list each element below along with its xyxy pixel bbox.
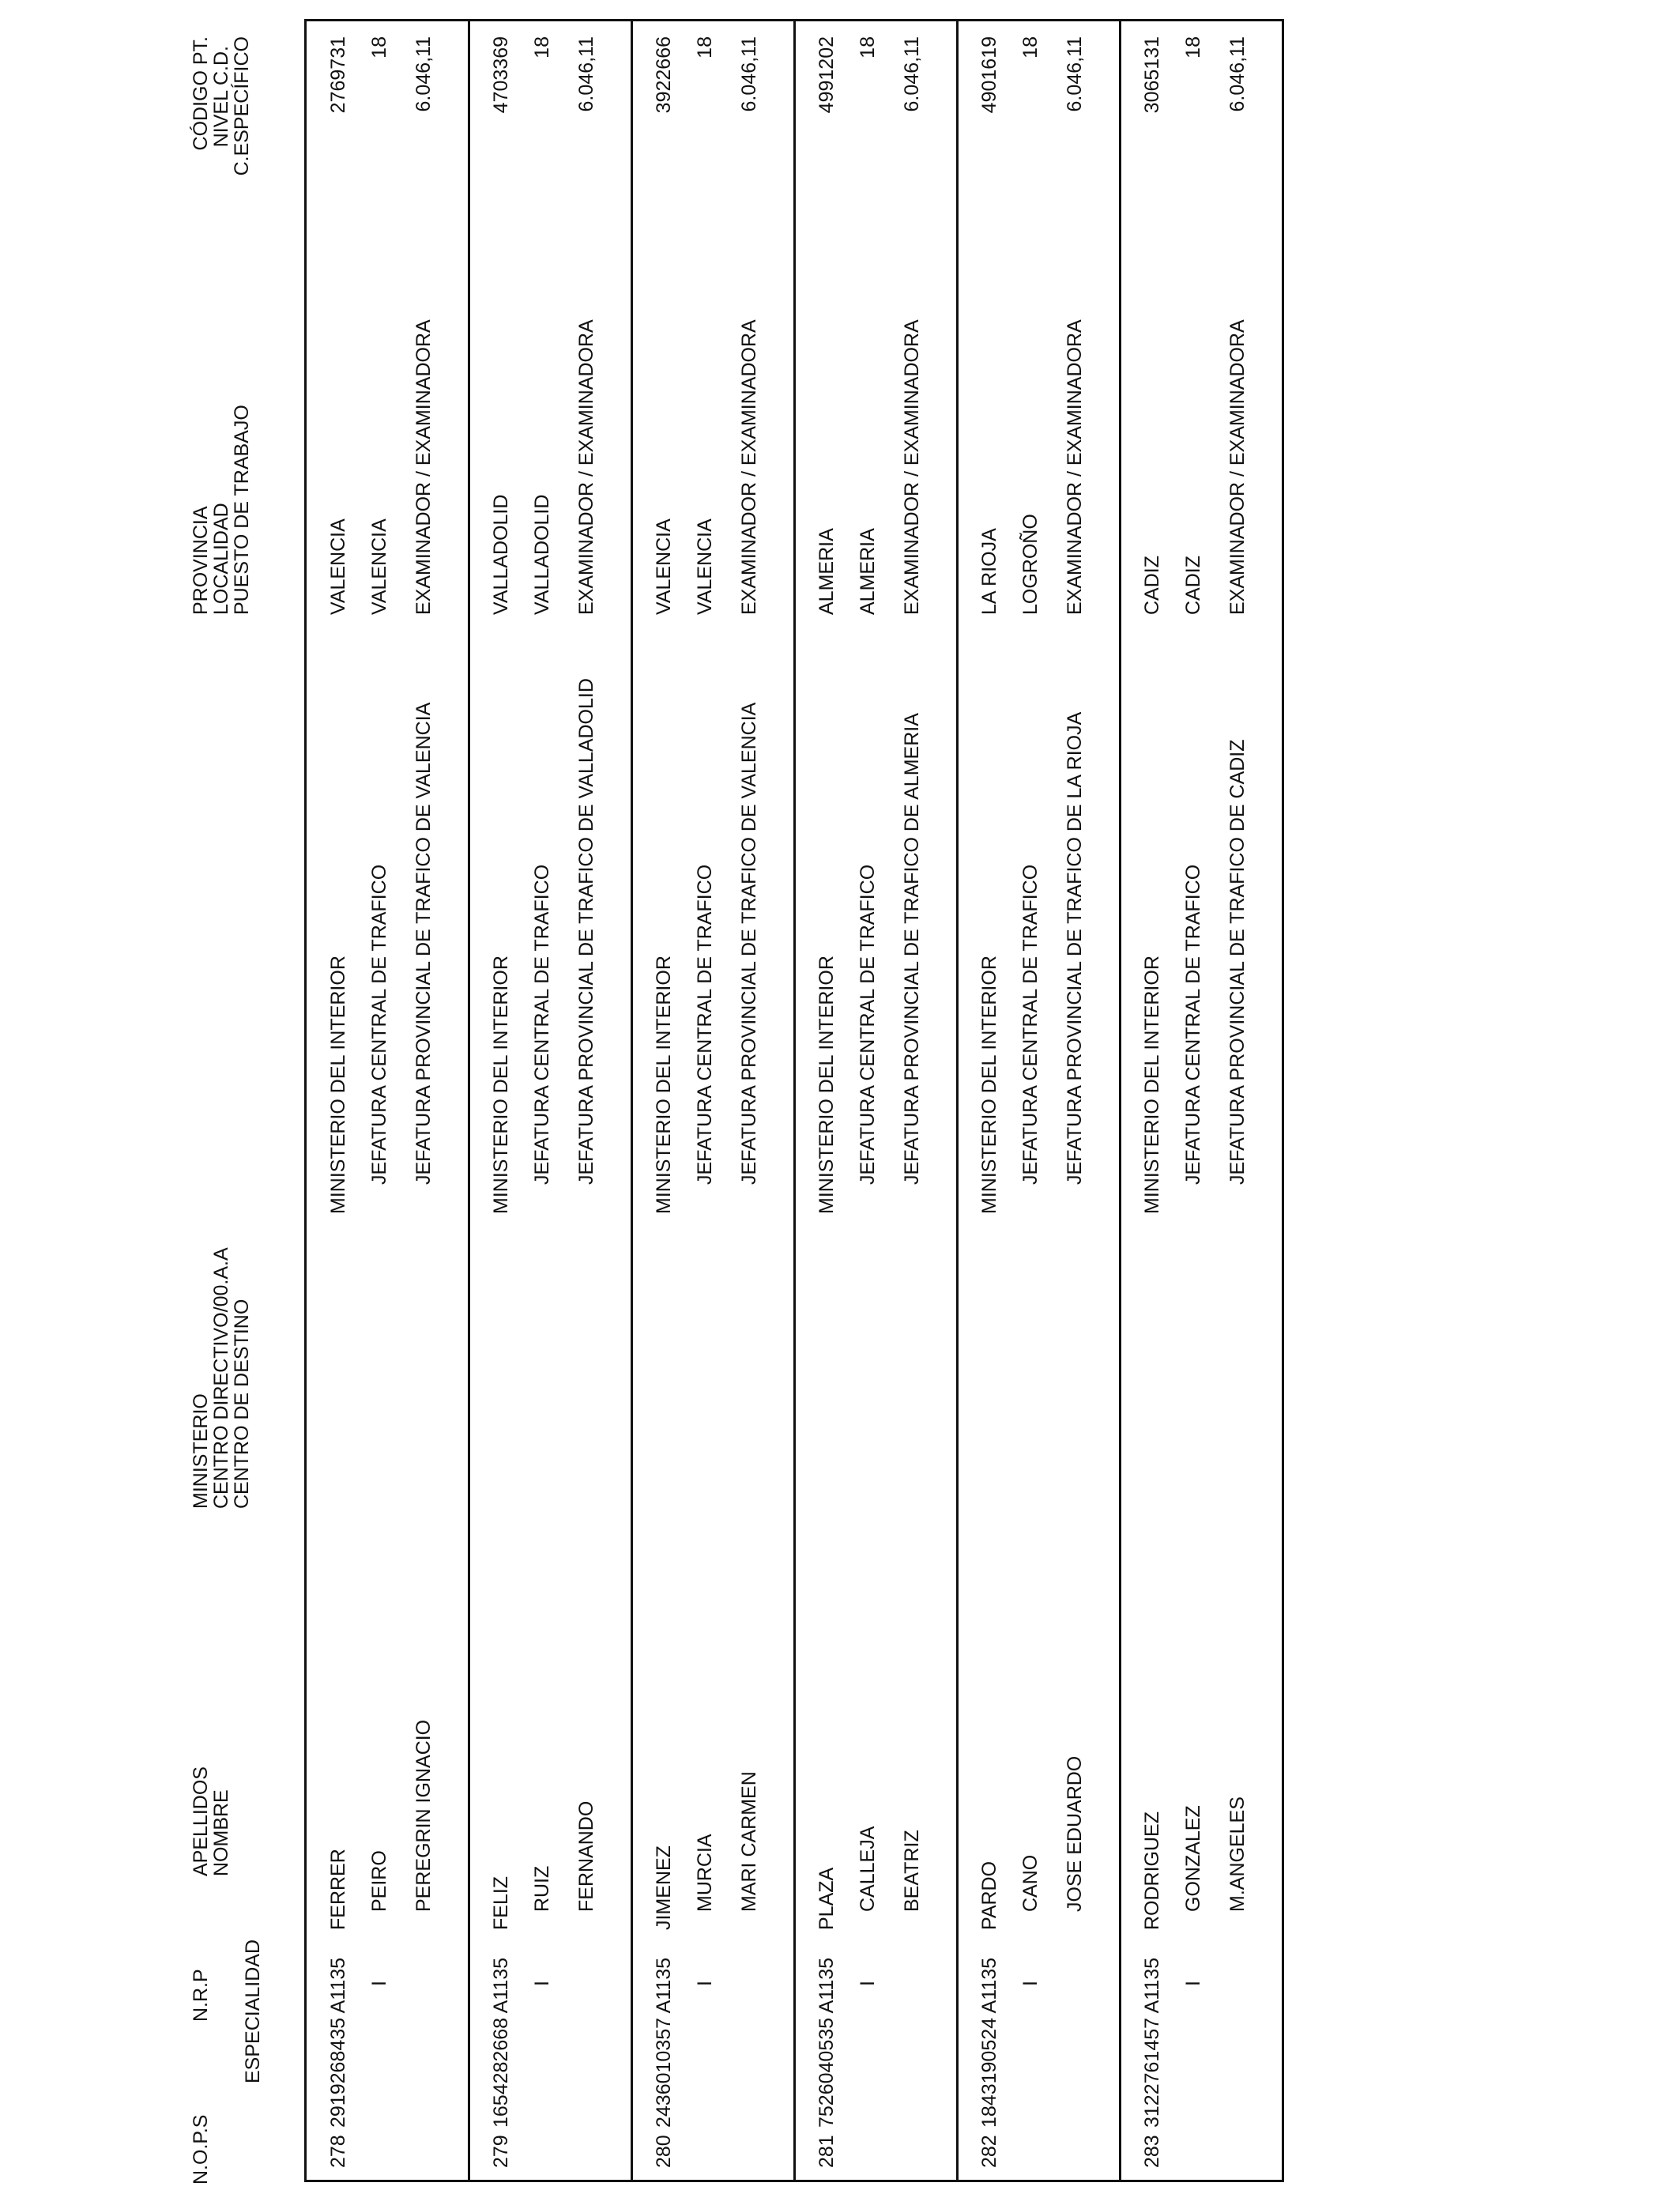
cell-nops: 281 — [816, 2135, 838, 2168]
cell-ministerio: MINISTERIO DEL INTERIOR — [490, 956, 512, 1214]
cell-nrp: 7526040535 A1135 — [816, 1957, 838, 2128]
cell-centro-destino: JEFATURA PROVINCIAL DE TRAFICO DE ALMERIA — [901, 713, 923, 1185]
cell-nrp: 2919268435 A1135 — [327, 1957, 349, 2128]
cell-apellido1: PARDO — [978, 1860, 1000, 1930]
cell-provincia: ALMERIA — [816, 528, 838, 615]
cell-nrp: 2436010357 A1135 — [653, 1957, 675, 2128]
cell-codigo: 2769731 — [327, 36, 349, 114]
cell-nops: 282 — [978, 2135, 1000, 2168]
cell-nombre: BEATRIZ — [901, 1830, 923, 1912]
cell-especifico: 6.046,11 — [575, 36, 597, 112]
cell-apellido2: RUIZ — [531, 1865, 553, 1912]
cell-codigo: 3065131 — [1141, 36, 1163, 114]
cell-apellido1: JIMENEZ — [653, 1845, 675, 1930]
cell-nrp: 1654282668 A1135 — [490, 1957, 512, 2128]
cell-especialidad: I — [1019, 1981, 1042, 1986]
header-especifico: C.ESPECÍFICO — [231, 36, 253, 176]
header-ministerio: MINISTERIO — [190, 1393, 212, 1509]
cell-nivel: 18 — [694, 36, 716, 58]
header-nrp: N.R.P — [190, 1969, 212, 2022]
cell-ministerio: MINISTERIO DEL INTERIOR — [1141, 956, 1163, 1214]
cell-especifico: 6.046,11 — [412, 36, 435, 112]
cell-especifico: 6.046,11 — [901, 36, 923, 112]
cell-especifico: 6.046,11 — [1226, 36, 1249, 112]
cell-provincia: CADIZ — [1141, 556, 1163, 615]
cell-apellido1: RODRIGUEZ — [1141, 1811, 1163, 1930]
cell-codigo: 4991202 — [816, 36, 838, 114]
cell-especialidad: I — [694, 1981, 716, 1986]
cell-nivel: 18 — [1182, 36, 1204, 58]
header-centro-destino: CENTRO DE DESTINO — [231, 1299, 253, 1509]
cell-apellido2: CANO — [1019, 1854, 1042, 1912]
cell-centro-destino: JEFATURA PROVINCIAL DE TRAFICO DE VALLADOLID — [575, 678, 597, 1185]
cell-ministerio: MINISTERIO DEL INTERIOR — [978, 956, 1000, 1214]
cell-centro-directivo: JEFATURA CENTRAL DE TRAFICO — [368, 864, 390, 1185]
cell-nombre: FERNANDO — [575, 1800, 597, 1912]
header-provincia: PROVINCIA — [190, 506, 212, 615]
cell-codigo: 4901619 — [978, 36, 1000, 114]
header-codigo: CÓDIGO PT. — [190, 36, 212, 151]
cell-centro-directivo: JEFATURA CENTRAL DE TRAFICO — [1019, 864, 1042, 1185]
cell-centro-directivo: JEFATURA CENTRAL DE TRAFICO — [531, 864, 553, 1185]
cell-localidad: VALENCIA — [368, 518, 390, 615]
cell-nivel: 18 — [531, 36, 553, 58]
cell-localidad: CADIZ — [1182, 556, 1204, 615]
cell-nops: 279 — [490, 2135, 512, 2168]
row-divider — [956, 19, 959, 2182]
cell-apellido2: PEIRO — [368, 1850, 390, 1912]
cell-nrp: 3122761457 A1135 — [1141, 1957, 1163, 2128]
row-divider — [468, 19, 470, 2182]
cell-puesto: EXAMINADOR / EXAMINADORA — [1064, 319, 1086, 615]
cell-nombre: PEREGRIN IGNACIO — [412, 1719, 435, 1912]
header-puesto: PUESTO DE TRABAJO — [231, 405, 253, 615]
header-localidad: LOCALIDAD — [210, 503, 232, 615]
cell-localidad: VALLADOLID — [531, 494, 553, 615]
header-nivel: NIVEL C.D. — [210, 46, 232, 148]
cell-nivel: 18 — [857, 36, 879, 58]
cell-apellido1: PLAZA — [816, 1867, 838, 1930]
header-centro-directivo: CENTRO DIRECTIVO/00.A.A — [210, 1247, 232, 1509]
cell-centro-directivo: JEFATURA CENTRAL DE TRAFICO — [857, 864, 879, 1185]
cell-centro-destino: JEFATURA PROVINCIAL DE TRAFICO DE VALENCIA — [738, 702, 760, 1185]
cell-nops: 278 — [327, 2135, 349, 2168]
cell-ministerio: MINISTERIO DEL INTERIOR — [653, 956, 675, 1214]
cell-nombre: JOSE EDUARDO — [1064, 1755, 1086, 1912]
cell-localidad: VALENCIA — [694, 518, 716, 615]
header-apellidos: APELLIDOS — [190, 1766, 212, 1876]
cell-puesto: EXAMINADOR / EXAMINADORA — [575, 319, 597, 615]
header-especialidad: ESPECIALIDAD — [242, 1939, 264, 2083]
cell-especialidad: I — [857, 1981, 879, 1986]
cell-centro-directivo: JEFATURA CENTRAL DE TRAFICO — [1182, 864, 1204, 1185]
cell-apellido1: FELIZ — [490, 1875, 512, 1930]
cell-especialidad: I — [531, 1981, 553, 1986]
cell-especialidad: I — [368, 1981, 390, 1986]
cell-nivel: 18 — [368, 36, 390, 58]
cell-localidad: ALMERIA — [857, 528, 879, 615]
row-divider — [1282, 19, 1284, 2182]
cell-nivel: 18 — [1019, 36, 1042, 58]
header-nops: N.O.P.S — [190, 2114, 212, 2185]
cell-nombre: M.ANGELES — [1226, 1796, 1249, 1912]
cell-puesto: EXAMINADOR / EXAMINADORA — [901, 319, 923, 615]
cell-codigo: 4703369 — [490, 36, 512, 114]
cell-apellido2: CALLEJA — [857, 1826, 879, 1912]
cell-nops: 283 — [1141, 2135, 1163, 2168]
cell-ministerio: MINISTERIO DEL INTERIOR — [327, 956, 349, 1214]
row-divider — [793, 19, 796, 2182]
cell-puesto: EXAMINADOR / EXAMINADORA — [738, 319, 760, 615]
cell-codigo: 3922666 — [653, 36, 675, 114]
cell-nrp: 1843190524 A1135 — [978, 1957, 1000, 2128]
cell-provincia: VALENCIA — [327, 518, 349, 615]
cell-puesto: EXAMINADOR / EXAMINADORA — [412, 319, 435, 615]
cell-nops: 280 — [653, 2135, 675, 2168]
cell-apellido1: FERRER — [327, 1849, 349, 1930]
row-divider — [1119, 19, 1121, 2182]
cell-especifico: 6.046,11 — [1064, 36, 1086, 112]
cell-apellido2: MURCIA — [694, 1834, 716, 1912]
cell-centro-directivo: JEFATURA CENTRAL DE TRAFICO — [694, 864, 716, 1185]
cell-ministerio: MINISTERIO DEL INTERIOR — [816, 956, 838, 1214]
row-divider — [304, 19, 307, 2182]
cell-provincia: VALENCIA — [653, 518, 675, 615]
cell-centro-destino: JEFATURA PROVINCIAL DE TRAFICO DE VALENCIA — [412, 702, 435, 1185]
cell-especialidad: I — [1182, 1981, 1204, 1986]
cell-puesto: EXAMINADOR / EXAMINADORA — [1226, 319, 1249, 615]
header-nombre: NOMBRE — [210, 1789, 232, 1876]
cell-centro-destino: JEFATURA PROVINCIAL DE TRAFICO DE LA RIOJA — [1064, 711, 1086, 1185]
cell-centro-destino: JEFATURA PROVINCIAL DE TRAFICO DE CADIZ — [1226, 739, 1249, 1185]
cell-nombre: MARI CARMEN — [738, 1771, 760, 1912]
row-divider — [631, 19, 633, 2182]
cell-provincia: VALLADOLID — [490, 494, 512, 615]
cell-especifico: 6.046,11 — [738, 36, 760, 112]
cell-provincia: LA RIOJA — [978, 528, 1000, 615]
cell-localidad: LOGROÑO — [1019, 514, 1042, 615]
cell-apellido2: GONZALEZ — [1182, 1805, 1204, 1912]
